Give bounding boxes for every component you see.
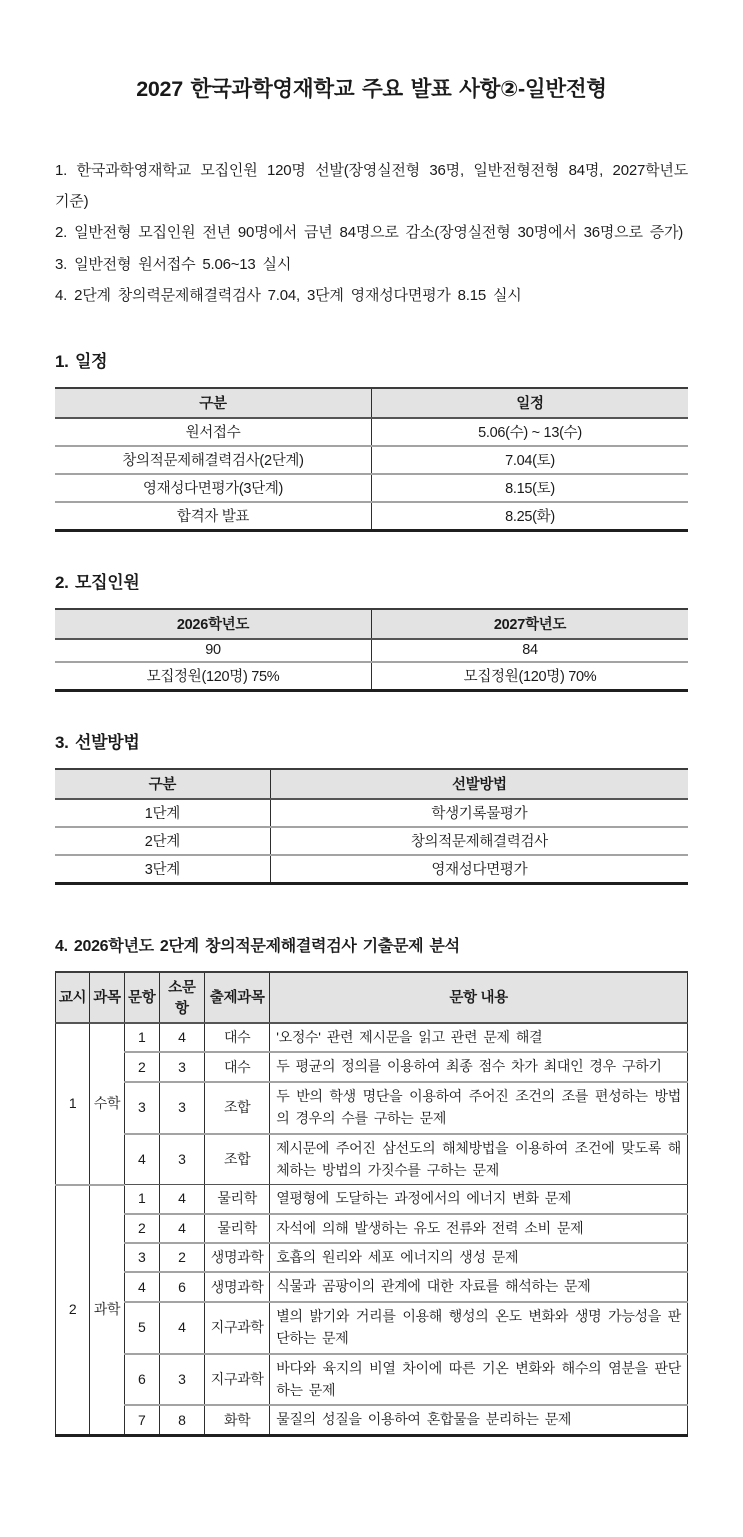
period-cell: 2 xyxy=(56,1185,90,1436)
field-cell: 물리학 xyxy=(205,1214,270,1243)
quota-table-body xyxy=(55,639,688,691)
summary-item-3: 3. 일반전형 원서접수 5.06~13 실시 xyxy=(55,255,292,273)
selection-table-body xyxy=(55,799,688,884)
subject-cell: 과학 xyxy=(90,1185,125,1436)
subject-cell: 수학 xyxy=(90,1023,125,1185)
sub-question-cell: 3 xyxy=(159,1082,205,1134)
table-cell: 모집정원(120명) 70% xyxy=(372,662,689,691)
table-header-row xyxy=(55,769,688,799)
field-cell: 물리학 xyxy=(205,1185,270,1214)
table-header-cell: 선발방법 xyxy=(270,769,688,799)
question-no-cell: 3 xyxy=(124,1243,159,1272)
table-header-row xyxy=(55,388,688,418)
table-row xyxy=(55,799,688,827)
question-no-cell: 4 xyxy=(124,1272,159,1301)
table-header-cell: 과목 xyxy=(90,972,125,1023)
table-cell: 창의적문제해결력검사 xyxy=(270,827,688,855)
sub-question-cell: 3 xyxy=(159,1134,205,1185)
question-content-cell: 별의 밝기와 거리를 이용해 행성의 온도 변화와 생명 가능성을 판단하는 문제 xyxy=(270,1302,688,1354)
section-heading-selection: 3. 선발방법 xyxy=(55,732,140,752)
selection-table-head xyxy=(55,769,688,799)
analysis-table-body xyxy=(56,1023,688,1435)
table-cell: 학생기록물평가 xyxy=(270,799,688,827)
section-heading-analysis: 4. 2026학년도 2단계 창의적문제해결력검사 기출문제 분석 xyxy=(55,937,460,955)
sub-question-cell: 4 xyxy=(159,1185,205,1214)
table-header-cell: 문항 xyxy=(124,972,159,1023)
question-no-cell: 1 xyxy=(124,1023,159,1052)
question-content-cell: 두 반의 학생 명단을 이용하여 주어진 조건의 조를 편성하는 방법의 경우의 수를 구하는 문제 xyxy=(270,1082,688,1134)
question-row xyxy=(56,1272,688,1301)
field-cell: 지구과학 xyxy=(205,1302,270,1354)
table-header-cell: 일정 xyxy=(372,388,689,418)
section-heading-quota: 2. 모집인원 xyxy=(55,572,140,592)
field-cell: 대수 xyxy=(205,1023,270,1052)
field-cell: 생명과학 xyxy=(205,1272,270,1301)
field-cell: 대수 xyxy=(205,1052,270,1081)
question-content-cell: 자석에 의해 발생하는 유도 전류와 전력 소비 문제 xyxy=(270,1214,688,1243)
table-cell: 1단계 xyxy=(55,799,270,827)
sub-question-cell: 6 xyxy=(159,1272,205,1301)
table-cell: 90 xyxy=(55,639,372,662)
sub-question-cell: 3 xyxy=(159,1354,205,1406)
table-header-cell: 구분 xyxy=(55,769,270,799)
analysis-table xyxy=(55,971,688,1437)
table-row xyxy=(55,827,688,855)
summary-item-4: 4. 2단계 창의력문제해결력검사 7.04, 3단계 영재성다면평가 8.15 실시 xyxy=(55,286,522,304)
table-cell: 7.04(토) xyxy=(372,446,689,474)
question-row xyxy=(56,1354,688,1406)
table-cell: 5.06(수) ~ 13(수) xyxy=(372,418,689,446)
page-title: 2027 한국과학영재학교 주요 발표 사항②-일반전형 xyxy=(136,77,607,101)
table-row xyxy=(55,639,688,662)
question-no-cell: 7 xyxy=(124,1405,159,1435)
table-header-cell: 2027학년도 xyxy=(372,609,689,639)
table-header-cell: 2026학년도 xyxy=(55,609,372,639)
sub-question-cell: 3 xyxy=(159,1052,205,1081)
field-cell: 지구과학 xyxy=(205,1354,270,1406)
table-header-cell: 구분 xyxy=(55,388,372,418)
question-row xyxy=(56,1405,688,1435)
question-content-cell: 제시문에 주어진 삼선도의 해체방법을 이용하여 조건에 맞도록 해체하는 방법의 가짓수를 구하는 문제 xyxy=(270,1134,688,1185)
table-cell: 원서접수 xyxy=(55,418,372,446)
question-no-cell: 1 xyxy=(124,1185,159,1214)
schedule-table-head xyxy=(55,388,688,418)
table-cell: 3단계 xyxy=(144,861,180,878)
table-cell: 창의적문제해결력검사(2단계) xyxy=(55,446,372,474)
table-row xyxy=(55,662,688,691)
table-row xyxy=(55,446,688,474)
field-cell: 생명과학 xyxy=(205,1243,270,1272)
summary-item-1: 1. 한국과학영재학교 모집인원 120명 선발(장영실전형 36명, 일반전형전형 84명, 2027학년도 기준) xyxy=(55,162,688,211)
table-cell: 8.25(화) xyxy=(372,502,689,531)
question-content-cell: 바다와 육지의 비열 차이에 따른 기온 변화와 해수의 염분을 판단하는 문제 xyxy=(270,1354,688,1406)
table-header-row xyxy=(55,609,688,639)
table-cell: 8.15(토) xyxy=(372,474,689,502)
field-cell: 조합 xyxy=(205,1134,270,1185)
table-header-cell: 출제과목 xyxy=(205,972,270,1023)
sub-question-cell: 8 xyxy=(159,1405,205,1435)
sub-question-cell: 4 xyxy=(159,1302,205,1354)
table-row xyxy=(55,418,688,446)
question-row xyxy=(56,1302,688,1354)
question-row xyxy=(56,1082,688,1134)
question-row xyxy=(56,1052,688,1081)
schedule-table-body xyxy=(55,418,688,531)
table-cell: 합격자 발표 xyxy=(176,508,250,525)
question-content-cell: 두 평균의 정의를 이용하여 최종 점수 차가 최대인 경우 구하기 xyxy=(270,1052,688,1081)
table-cell: 2단계 xyxy=(55,827,270,855)
question-row xyxy=(56,1023,688,1052)
question-row xyxy=(56,1214,688,1243)
sub-question-cell: 4 xyxy=(159,1023,205,1052)
summary-item-2: 2. 일반전형 모집인원 전년 90명에서 금년 84명으로 감소(장영실전형 30명에서 36명으로 증가) xyxy=(55,224,684,242)
selection-table xyxy=(55,768,688,885)
table-header-cell: 교시 xyxy=(56,972,90,1023)
question-content-cell: 식물과 곰팡이의 관계에 대한 자료를 해석하는 문제 xyxy=(270,1272,688,1301)
question-no-cell: 4 xyxy=(124,1134,159,1185)
quota-table-head xyxy=(55,609,688,639)
question-no-cell: 2 xyxy=(124,1214,159,1243)
quota-table xyxy=(55,608,688,692)
field-cell: 화학 xyxy=(205,1405,270,1435)
table-cell: 영재성다면평가(3단계) xyxy=(55,474,372,502)
period-cell: 1 xyxy=(56,1023,90,1185)
table-cell: 모집정원(120명) 75% xyxy=(146,668,280,685)
sub-question-cell: 2 xyxy=(159,1243,205,1272)
analysis-table-head xyxy=(56,972,688,1023)
schedule-table xyxy=(55,387,688,532)
question-no-cell: 2 xyxy=(124,1052,159,1081)
section-heading-schedule: 1. 일정 xyxy=(55,351,108,371)
table-header-cell: 소문항 xyxy=(159,972,205,1023)
question-no-cell: 3 xyxy=(124,1082,159,1134)
table-header-cell: 문항 내용 xyxy=(270,972,688,1023)
question-content-cell: '오정수' 관련 제시문을 읽고 관련 문제 해결 xyxy=(270,1023,688,1052)
table-row xyxy=(55,502,688,531)
table-row xyxy=(55,474,688,502)
table-header-row xyxy=(56,972,688,1023)
question-row xyxy=(56,1243,688,1272)
question-content-cell: 호흡의 원리와 세포 에너지의 생성 문제 xyxy=(270,1243,688,1272)
question-no-cell: 5 xyxy=(124,1302,159,1354)
question-row xyxy=(56,1134,688,1185)
table-row xyxy=(55,855,688,884)
question-row xyxy=(56,1185,688,1214)
table-cell: 84 xyxy=(372,639,689,662)
summary-list xyxy=(55,155,688,311)
question-content-cell: 열평형에 도달하는 과정에서의 에너지 변화 문제 xyxy=(270,1185,688,1214)
field-cell: 조합 xyxy=(205,1082,270,1134)
table-cell: 영재성다면평가 xyxy=(270,855,688,884)
sub-question-cell: 4 xyxy=(159,1214,205,1243)
question-content-cell: 물질의 성질을 이용하여 혼합물을 분리하는 문제 xyxy=(270,1405,688,1435)
question-no-cell: 6 xyxy=(124,1354,159,1406)
